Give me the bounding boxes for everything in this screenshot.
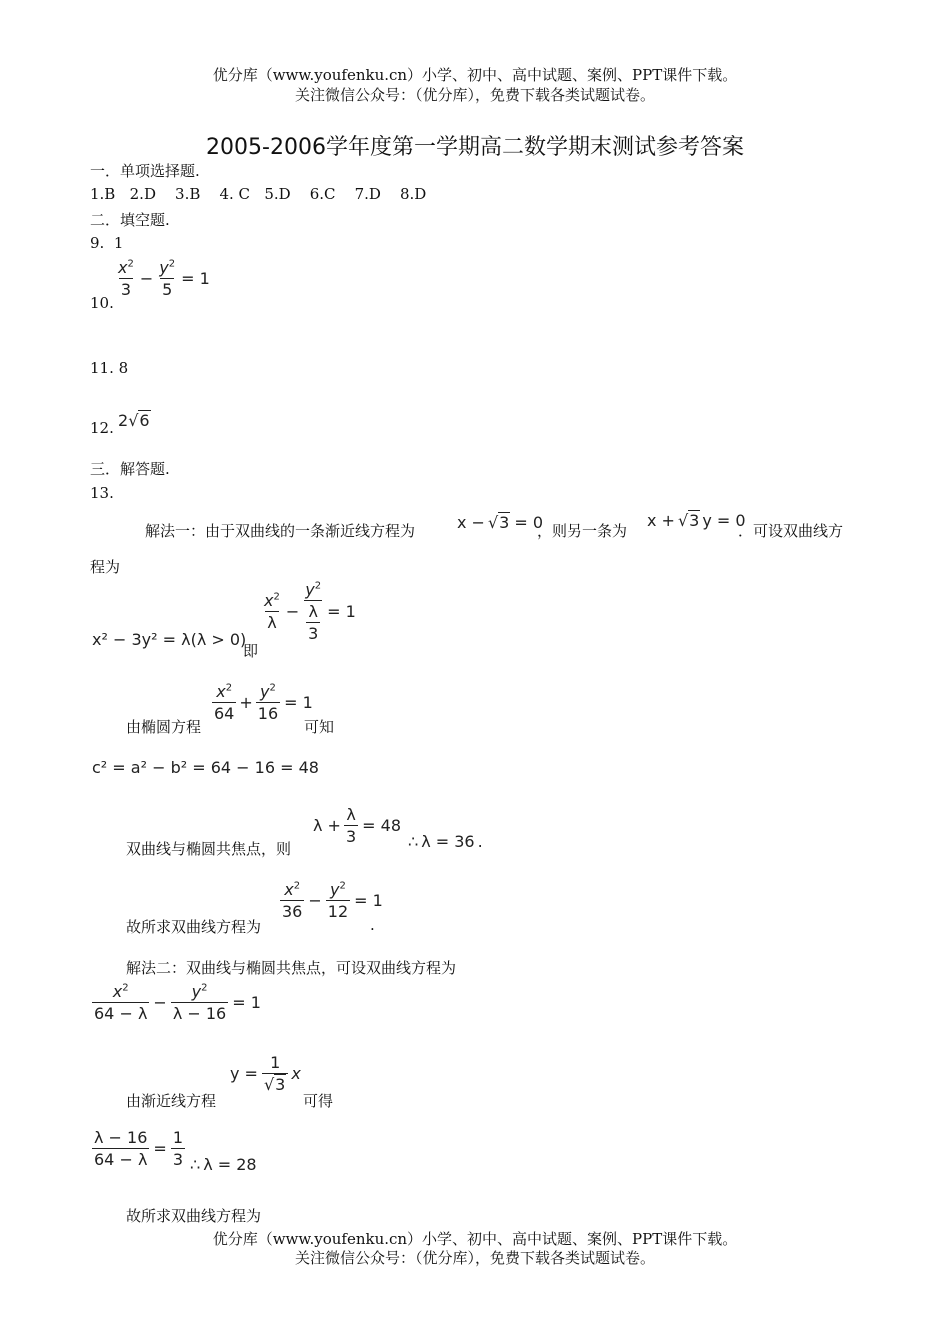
ellipse-prefix: 由椭圆方程 xyxy=(126,718,202,736)
q12-answer: 2 √ 6 xyxy=(118,410,150,430)
ellipse-equation: $\frac{x^2}{64}$ + $\frac{y^2}{16}$ = 1 xyxy=(214,682,313,723)
q9-answer: 9. 1 xyxy=(90,234,124,252)
c-squared-equation: c² = a² − b² = 64 − 16 = 48 xyxy=(92,758,319,777)
footer-line-1: 优分库（www.youfenku.cn）小学、初中、高中试题、案例、PPT课件下载。 xyxy=(212,1230,738,1248)
q10-equation: $\frac{x^2}{3}$ − $\frac{y^2}{5}$ = 1 xyxy=(118,258,210,299)
choice-answers: 1.B 2.D 3.B 4. C 5.D 6.C 7.D 8.D xyxy=(90,185,427,203)
section-2-heading: 二．填空题. xyxy=(90,211,170,229)
method1-text-a: 解法一：由于双曲线的一条渐近线方程为 xyxy=(145,522,416,540)
ji-text: 即 xyxy=(243,642,259,660)
var-y: y xyxy=(159,258,169,277)
page-title: 2005-2006学年度第一学期高二数学期末测试参考答案 xyxy=(206,135,744,160)
asymptote-1: x − √ 3 = 0 xyxy=(457,512,544,532)
hyperbola-lambda-equation: x² − 3y² = λ(λ > 0) xyxy=(92,630,247,649)
method2-hyperbola-equation: $\frac{x^2}{64 - \lambda}$ − $\frac{y^2}{\lambda - 16}$ = 1 xyxy=(94,982,261,1023)
method1-text-b: ，则另一条为 xyxy=(537,522,628,540)
result-1-equation: $\frac{x^2}{36}$ − $\frac{y^2}{12}$ = 1 xyxy=(282,880,383,921)
lambda-36-result: ∴ λ = 36 . xyxy=(408,832,483,851)
section-1-heading: 一．单项选择题. xyxy=(90,162,200,180)
lambda-sum-equation: λ + $\frac{\lambda}{3}$ = 48 xyxy=(313,805,402,846)
q13-label: 13. xyxy=(90,484,114,502)
ellipse-suffix: 可知 xyxy=(304,718,335,736)
method2-text: 解法二：双曲线与椭圆共焦点，可设双曲线方程为 xyxy=(126,959,457,977)
asymptote-suffix: 可得 xyxy=(303,1092,334,1110)
hyperbola-lambda-form: $\frac{x^2}{\lambda}$ − $\frac{y^2}{\frac{\lambda}{3}}$ = 1 xyxy=(264,580,356,643)
section-3-heading: 三．解答题. xyxy=(90,460,170,478)
method1-text-c: ．可设双曲线方 xyxy=(738,522,844,540)
ratio-equation: $\frac{\lambda - 16}{64 - \lambda}$ = $\frac{1}{3}$ xyxy=(94,1128,183,1169)
focus-text: 双曲线与椭圆共焦点，则 xyxy=(126,840,292,858)
asymptote-equation: y = $\frac{1}{√3}$ x xyxy=(230,1053,301,1094)
result-1-period: . xyxy=(370,916,375,934)
asymptote-prefix: 由渐近线方程 xyxy=(126,1092,217,1110)
header-line-2: 关注微信公众号：（优分库），免费下载各类试题试卷。 xyxy=(294,86,655,104)
footer-line-2: 关注微信公众号：（优分库），免费下载各类试题试卷。 xyxy=(294,1249,655,1267)
q11-answer: 11. 8 xyxy=(90,359,129,377)
q12-label: 12. xyxy=(90,419,114,437)
header-line-1: 优分库（www.youfenku.cn）小学、初中、高中试题、案例、PPT课件下载。 xyxy=(212,66,738,84)
q10-label: 10. xyxy=(90,294,114,312)
asymptote-2: x + √ 3 y = 0 xyxy=(647,510,746,530)
lambda-28-result: ∴ λ = 28 xyxy=(190,1155,257,1174)
method1-text-d: 程为 xyxy=(90,558,121,576)
result-1-text: 故所求双曲线方程为 xyxy=(126,918,262,936)
final-text: 故所求双曲线方程为 xyxy=(126,1207,262,1225)
var-x: x xyxy=(118,258,128,277)
